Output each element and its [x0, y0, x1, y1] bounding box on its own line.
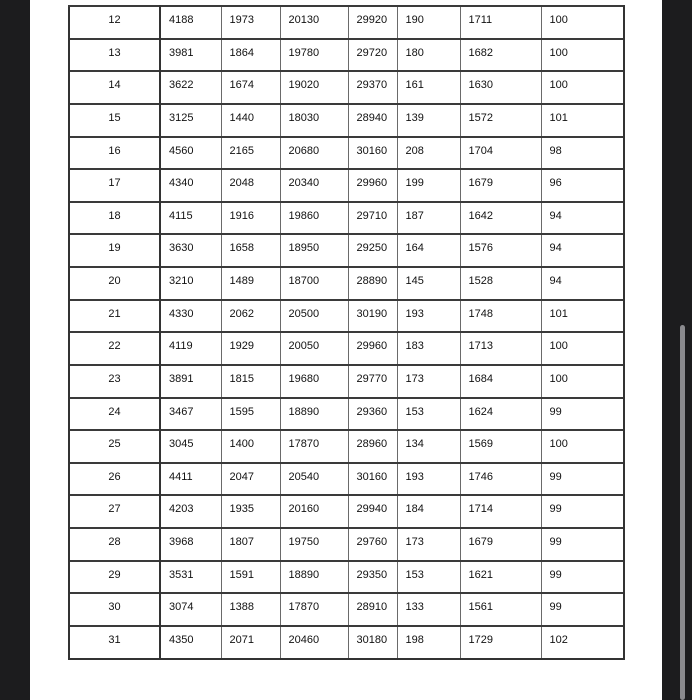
table-cell: 153 [397, 398, 460, 431]
table-cell: 29940 [348, 495, 397, 528]
table-cell: 1679 [460, 169, 541, 202]
table-row [69, 137, 624, 170]
table-cell: 4188 [160, 6, 221, 39]
table-cell: 3210 [160, 267, 221, 300]
table-cell: 19750 [280, 528, 348, 561]
table-cell: 184 [397, 495, 460, 528]
table-cell: 1591 [221, 561, 280, 594]
table-cell: 4350 [160, 626, 221, 659]
table-cell: 145 [397, 267, 460, 300]
table-cell: 20680 [280, 137, 348, 170]
row-day-cell: 14 [69, 71, 160, 104]
table-cell: 208 [397, 137, 460, 170]
table-cell: 187 [397, 202, 460, 235]
table-cell: 99 [541, 398, 624, 431]
table-cell: 1679 [460, 528, 541, 561]
table-cell: 29250 [348, 234, 397, 267]
table-cell: 29920 [348, 6, 397, 39]
table-cell: 30160 [348, 137, 397, 170]
table-row [69, 561, 624, 594]
table-cell: 1916 [221, 202, 280, 235]
table-cell: 99 [541, 495, 624, 528]
table-cell: 1973 [221, 6, 280, 39]
table-cell: 99 [541, 593, 624, 626]
row-day-cell: 18 [69, 202, 160, 235]
table-cell: 2165 [221, 137, 280, 170]
table-cell: 4411 [160, 463, 221, 496]
table-cell: 102 [541, 626, 624, 659]
table-body [69, 6, 624, 659]
table-cell: 29350 [348, 561, 397, 594]
row-day-cell: 31 [69, 626, 160, 659]
table-cell: 17870 [280, 593, 348, 626]
table-cell: 19680 [280, 365, 348, 398]
row-day-cell: 27 [69, 495, 160, 528]
row-day-cell: 15 [69, 104, 160, 137]
table-cell: 1630 [460, 71, 541, 104]
table-cell: 100 [541, 39, 624, 72]
table-cell: 20540 [280, 463, 348, 496]
table-cell: 1711 [460, 6, 541, 39]
table-cell: 99 [541, 561, 624, 594]
table-cell: 94 [541, 202, 624, 235]
table-cell: 4560 [160, 137, 221, 170]
table-cell: 1935 [221, 495, 280, 528]
table-cell: 198 [397, 626, 460, 659]
table-cell: 1624 [460, 398, 541, 431]
table-cell: 1569 [460, 430, 541, 463]
table-cell: 94 [541, 267, 624, 300]
table-row [69, 593, 624, 626]
table-cell: 1729 [460, 626, 541, 659]
table-row [69, 528, 624, 561]
table-cell: 133 [397, 593, 460, 626]
table-cell: 18950 [280, 234, 348, 267]
table-cell: 28960 [348, 430, 397, 463]
table-cell: 1807 [221, 528, 280, 561]
table-cell: 18890 [280, 561, 348, 594]
table-row [69, 104, 624, 137]
table-cell: 29960 [348, 332, 397, 365]
table-cell: 173 [397, 528, 460, 561]
table-cell: 20500 [280, 300, 348, 333]
table-cell: 100 [541, 332, 624, 365]
table-row [69, 71, 624, 104]
table-cell: 1658 [221, 234, 280, 267]
table-cell: 30190 [348, 300, 397, 333]
table-cell: 2071 [221, 626, 280, 659]
table-cell: 173 [397, 365, 460, 398]
row-day-cell: 16 [69, 137, 160, 170]
table-cell: 2048 [221, 169, 280, 202]
table-cell: 29960 [348, 169, 397, 202]
table-cell: 1684 [460, 365, 541, 398]
table-cell: 1489 [221, 267, 280, 300]
table-cell: 1576 [460, 234, 541, 267]
table-cell: 193 [397, 300, 460, 333]
table-cell: 29360 [348, 398, 397, 431]
table-cell: 29710 [348, 202, 397, 235]
table-cell: 100 [541, 71, 624, 104]
table-cell: 1595 [221, 398, 280, 431]
table-cell: 164 [397, 234, 460, 267]
table-cell: 199 [397, 169, 460, 202]
table-cell: 3981 [160, 39, 221, 72]
row-day-cell: 30 [69, 593, 160, 626]
table-cell: 1714 [460, 495, 541, 528]
table-cell: 96 [541, 169, 624, 202]
table-row [69, 234, 624, 267]
table-cell: 18700 [280, 267, 348, 300]
row-day-cell: 20 [69, 267, 160, 300]
table-cell: 1746 [460, 463, 541, 496]
table-row [69, 202, 624, 235]
table-cell: 1748 [460, 300, 541, 333]
table-cell: 29760 [348, 528, 397, 561]
table-cell: 3891 [160, 365, 221, 398]
table-row [69, 430, 624, 463]
table-cell: 190 [397, 6, 460, 39]
table-cell: 161 [397, 71, 460, 104]
table-cell: 98 [541, 137, 624, 170]
table-cell: 18890 [280, 398, 348, 431]
table-cell: 101 [541, 300, 624, 333]
table-row [69, 332, 624, 365]
row-day-cell: 28 [69, 528, 160, 561]
table-cell: 3622 [160, 71, 221, 104]
table-cell: 29720 [348, 39, 397, 72]
row-day-cell: 22 [69, 332, 160, 365]
table-cell: 1674 [221, 71, 280, 104]
table-cell: 3531 [160, 561, 221, 594]
row-day-cell: 29 [69, 561, 160, 594]
table-cell: 100 [541, 6, 624, 39]
table-cell: 1388 [221, 593, 280, 626]
table-cell: 28910 [348, 593, 397, 626]
table-cell: 3630 [160, 234, 221, 267]
table-cell: 20130 [280, 6, 348, 39]
table-cell: 183 [397, 332, 460, 365]
table-cell: 3045 [160, 430, 221, 463]
table-cell: 17870 [280, 430, 348, 463]
table-cell: 4115 [160, 202, 221, 235]
row-day-cell: 21 [69, 300, 160, 333]
table-cell: 3125 [160, 104, 221, 137]
table-cell: 101 [541, 104, 624, 137]
table-cell: 20160 [280, 495, 348, 528]
row-day-cell: 24 [69, 398, 160, 431]
row-day-cell: 13 [69, 39, 160, 72]
table-cell: 180 [397, 39, 460, 72]
row-day-cell: 17 [69, 169, 160, 202]
table-cell: 3074 [160, 593, 221, 626]
table-cell: 1528 [460, 267, 541, 300]
table-cell: 1815 [221, 365, 280, 398]
table-cell: 4340 [160, 169, 221, 202]
table-cell: 3467 [160, 398, 221, 431]
table-row [69, 398, 624, 431]
row-day-cell: 25 [69, 430, 160, 463]
table-cell: 19860 [280, 202, 348, 235]
table-cell: 1713 [460, 332, 541, 365]
row-day-cell: 12 [69, 6, 160, 39]
table-row [69, 6, 624, 39]
row-day-cell: 19 [69, 234, 160, 267]
table-cell: 30180 [348, 626, 397, 659]
table-row [69, 267, 624, 300]
table-cell: 2047 [221, 463, 280, 496]
table-cell: 20340 [280, 169, 348, 202]
table-row [69, 169, 624, 202]
table-cell: 4330 [160, 300, 221, 333]
table-cell: 1682 [460, 39, 541, 72]
table-row [69, 495, 624, 528]
table-cell: 1864 [221, 39, 280, 72]
table-cell: 29370 [348, 71, 397, 104]
table-row [69, 39, 624, 72]
scrollbar[interactable] [680, 325, 685, 700]
table-cell: 28940 [348, 104, 397, 137]
table-cell: 1621 [460, 561, 541, 594]
table-cell: 3968 [160, 528, 221, 561]
table-cell: 20460 [280, 626, 348, 659]
table-cell: 139 [397, 104, 460, 137]
table-cell: 1929 [221, 332, 280, 365]
table-cell: 153 [397, 561, 460, 594]
row-day-cell: 26 [69, 463, 160, 496]
table-cell: 99 [541, 463, 624, 496]
table-cell: 19020 [280, 71, 348, 104]
table-cell: 1400 [221, 430, 280, 463]
table-cell: 1561 [460, 593, 541, 626]
table-cell: 134 [397, 430, 460, 463]
table-cell: 100 [541, 365, 624, 398]
table-cell: 30160 [348, 463, 397, 496]
table-cell: 99 [541, 528, 624, 561]
table-cell: 4119 [160, 332, 221, 365]
table-row [69, 463, 624, 496]
row-day-cell: 23 [69, 365, 160, 398]
table-row [69, 300, 624, 333]
table-cell: 20050 [280, 332, 348, 365]
table-cell: 2062 [221, 300, 280, 333]
table-cell: 19780 [280, 39, 348, 72]
table-row [69, 365, 624, 398]
table-cell: 28890 [348, 267, 397, 300]
data-table [68, 5, 625, 660]
table-cell: 94 [541, 234, 624, 267]
table-cell: 1440 [221, 104, 280, 137]
table-cell: 100 [541, 430, 624, 463]
table-cell: 4203 [160, 495, 221, 528]
table-row [69, 626, 624, 659]
table-cell: 1642 [460, 202, 541, 235]
table-cell: 29770 [348, 365, 397, 398]
table-cell: 193 [397, 463, 460, 496]
table-cell: 18030 [280, 104, 348, 137]
table-cell: 1704 [460, 137, 541, 170]
table-cell: 1572 [460, 104, 541, 137]
